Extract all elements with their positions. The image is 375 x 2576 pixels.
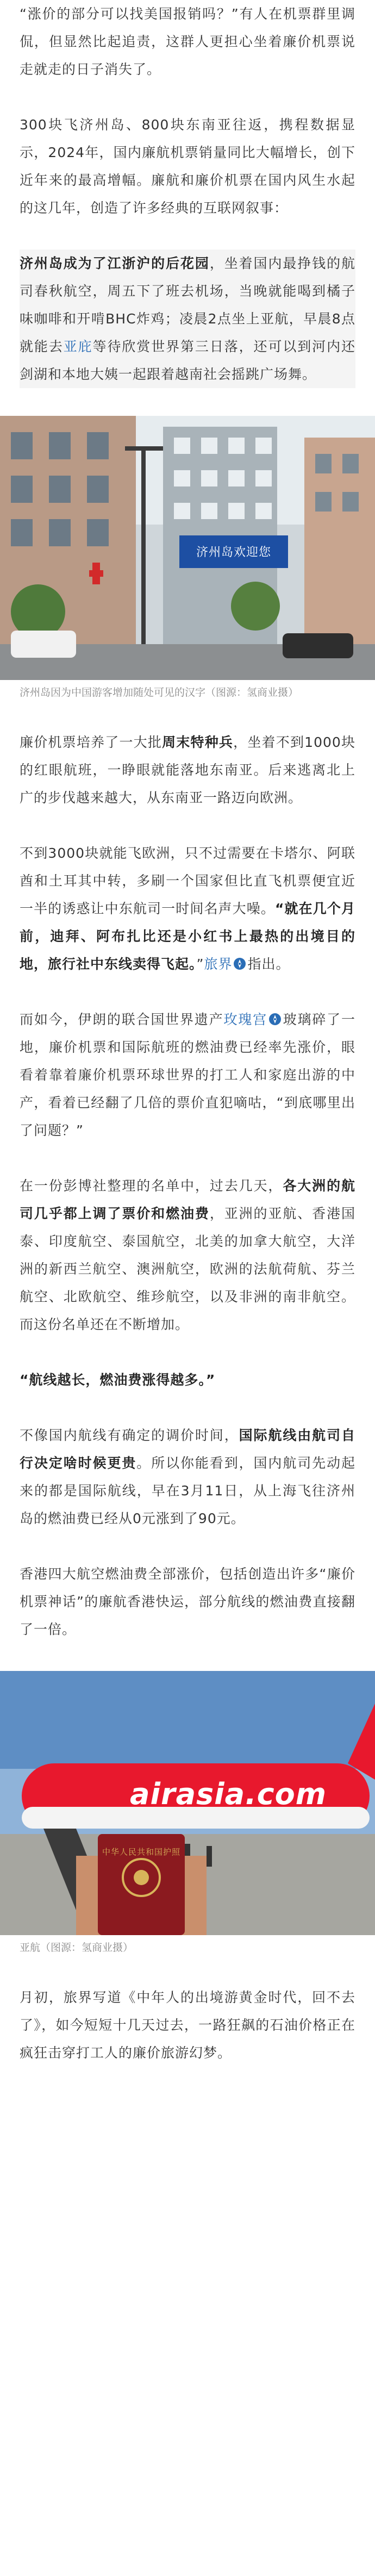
text-run: 300块飞济州岛、800块东南亚往返，携程数据显示，2024年，国内廉航机票销量同比大幅增长，创下近年来的最高增幅。廉航和廉价机票在国内风生水起的这几年，创造了许多经典的互联网叙事： — [20, 117, 355, 216]
bold-text: 国际航线由航司自行决定啥时候更贵 — [20, 1427, 355, 1471]
text-run: 不到3000块就能飞欧洲，只不过需要在卡塔尔、阿联酋和土耳其中转，多刷一个国家但比直飞机票便宜近一半的诱惑让中东航司一时间名声大噪。 — [20, 845, 355, 916]
paragraph — [20, 1366, 355, 1394]
bold-text: 周末特种兵 — [162, 734, 234, 750]
figure-jeju-street — [0, 416, 375, 701]
paragraph — [20, 1984, 355, 2067]
jeju-street-photo — [0, 416, 375, 680]
bold-text: 济州岛成为了江浙沪的后花园 — [20, 255, 210, 271]
text-run: 廉价机票培养了一大批 — [20, 734, 162, 750]
livery-text: airasia.com — [130, 1777, 327, 1811]
paragraph — [20, 1172, 355, 1338]
paragraph — [20, 1560, 355, 1643]
text-run: 。所以你能看到，国内航司先动起来的都是国际航线，早在3月11日，从上海飞往济州岛的燃油费已经从0元涨到了90元。 — [20, 1455, 355, 1526]
body-section — [20, 728, 355, 1643]
paragraph — [20, 250, 355, 388]
text-run: 玻璃碎了一地，廉价机票和国际航班的燃油费已经率先涨价，眼看着靠着廉价机票环球世界的打工人和家庭出游的中产，看着已经翻了几倍的票价直犯嘀咕，“到底哪里出了问题？” — [20, 1012, 355, 1138]
compass-badge-icon — [233, 957, 246, 970]
inline-link[interactable]: 旅界 — [204, 956, 233, 972]
paragraph — [20, 111, 355, 222]
paragraph — [20, 1421, 355, 1532]
inline-link[interactable]: 玫瑰宫 — [223, 1012, 267, 1027]
closing-section — [20, 1984, 355, 2067]
paragraph — [20, 728, 355, 812]
text-run: ，坐着国内最挣钱的航司春秋航空，周五下了班去机场，当晚就能喝到橘子味咖啡和开啃BHC炸鸡；凌晨2点坐上亚航，早晨8点就能去 — [20, 255, 355, 354]
paragraph — [20, 1006, 355, 1144]
paragraph — [20, 0, 355, 83]
figure-caption-2: 亚航（图源：氢商业摄） — [20, 1942, 134, 1954]
text-run: ，亚洲的亚航、香港国泰、印度航空、泰国航空，北美的加拿大航空，大洋洲的新西兰航空、澳洲航空，欧洲的法航荷航、芬兰航空、北欧航空、维珍航空，以及非洲的南非航空。而这份名单还在不断增加。 — [20, 1206, 355, 1332]
text-run: ” — [196, 956, 204, 972]
text-run: 等待欣赏世界第三日落，还可以到河内还剑湖和本地大姨一起跟着越南社会摇跳广场舞。 — [20, 339, 355, 382]
bold-text: 各大洲的航司几乎都上调了票价和燃油费 — [20, 1178, 355, 1221]
text-run: “涨价的部分可以找美国报销吗？”有人在机票群里调侃，但显然比起追责，这群人更担心坐着廉价机票说走就走的日子消失了。 — [20, 6, 355, 77]
text-run: 香港四大航空燃油费全部涨价，包括创造出许多“廉价机票神话”的廉航香港快运，部分航线的燃油费直接翻了一倍。 — [20, 1566, 355, 1637]
bold-text: “航线越长，燃油费涨得越多。” — [20, 1372, 216, 1388]
intro-section — [20, 0, 355, 388]
airasia-photo — [0, 1671, 375, 1935]
compass-badge-icon — [268, 1013, 282, 1026]
inline-link[interactable]: 亚庇 — [63, 339, 93, 354]
figure-caption: 济州岛因为中国游客增加随处可见的汉字（图源：氢商业摄） — [20, 687, 299, 698]
figure-airasia — [0, 1671, 375, 1956]
text-run: 而如今，伊朗的联合国世界遗产 — [20, 1012, 224, 1027]
text-run: 月初，旅界写道《中年人的出境游黄金时代，回不去了》，如今短短十几天过去，一路狂飙的石油价格正在疯狂击穿打工人的廉价旅游幻梦。 — [20, 1989, 355, 2061]
paragraph — [20, 839, 355, 978]
text-run: 在一份彭博社整理的名单中，过去几天， — [20, 1178, 283, 1194]
passport-title: 中华人民共和国护照 — [102, 1847, 181, 1857]
bold-text: “就在几个月前，迪拜、阿布扎比还是小红书上最热的出境目的地，旅行社中东线卖得飞起。 — [20, 901, 355, 972]
text-run: ，坐着不到1000块的红眼航班，一睁眼就能落地东南亚。后来逃离北上广的步伐越来越大，从东南亚一路迈向欧洲。 — [20, 734, 355, 806]
text-run: 指出。 — [247, 956, 290, 972]
text-run: 不像国内航线有确定的调价时间， — [20, 1427, 239, 1443]
sign-text: 济州岛欢迎您 — [196, 546, 272, 559]
